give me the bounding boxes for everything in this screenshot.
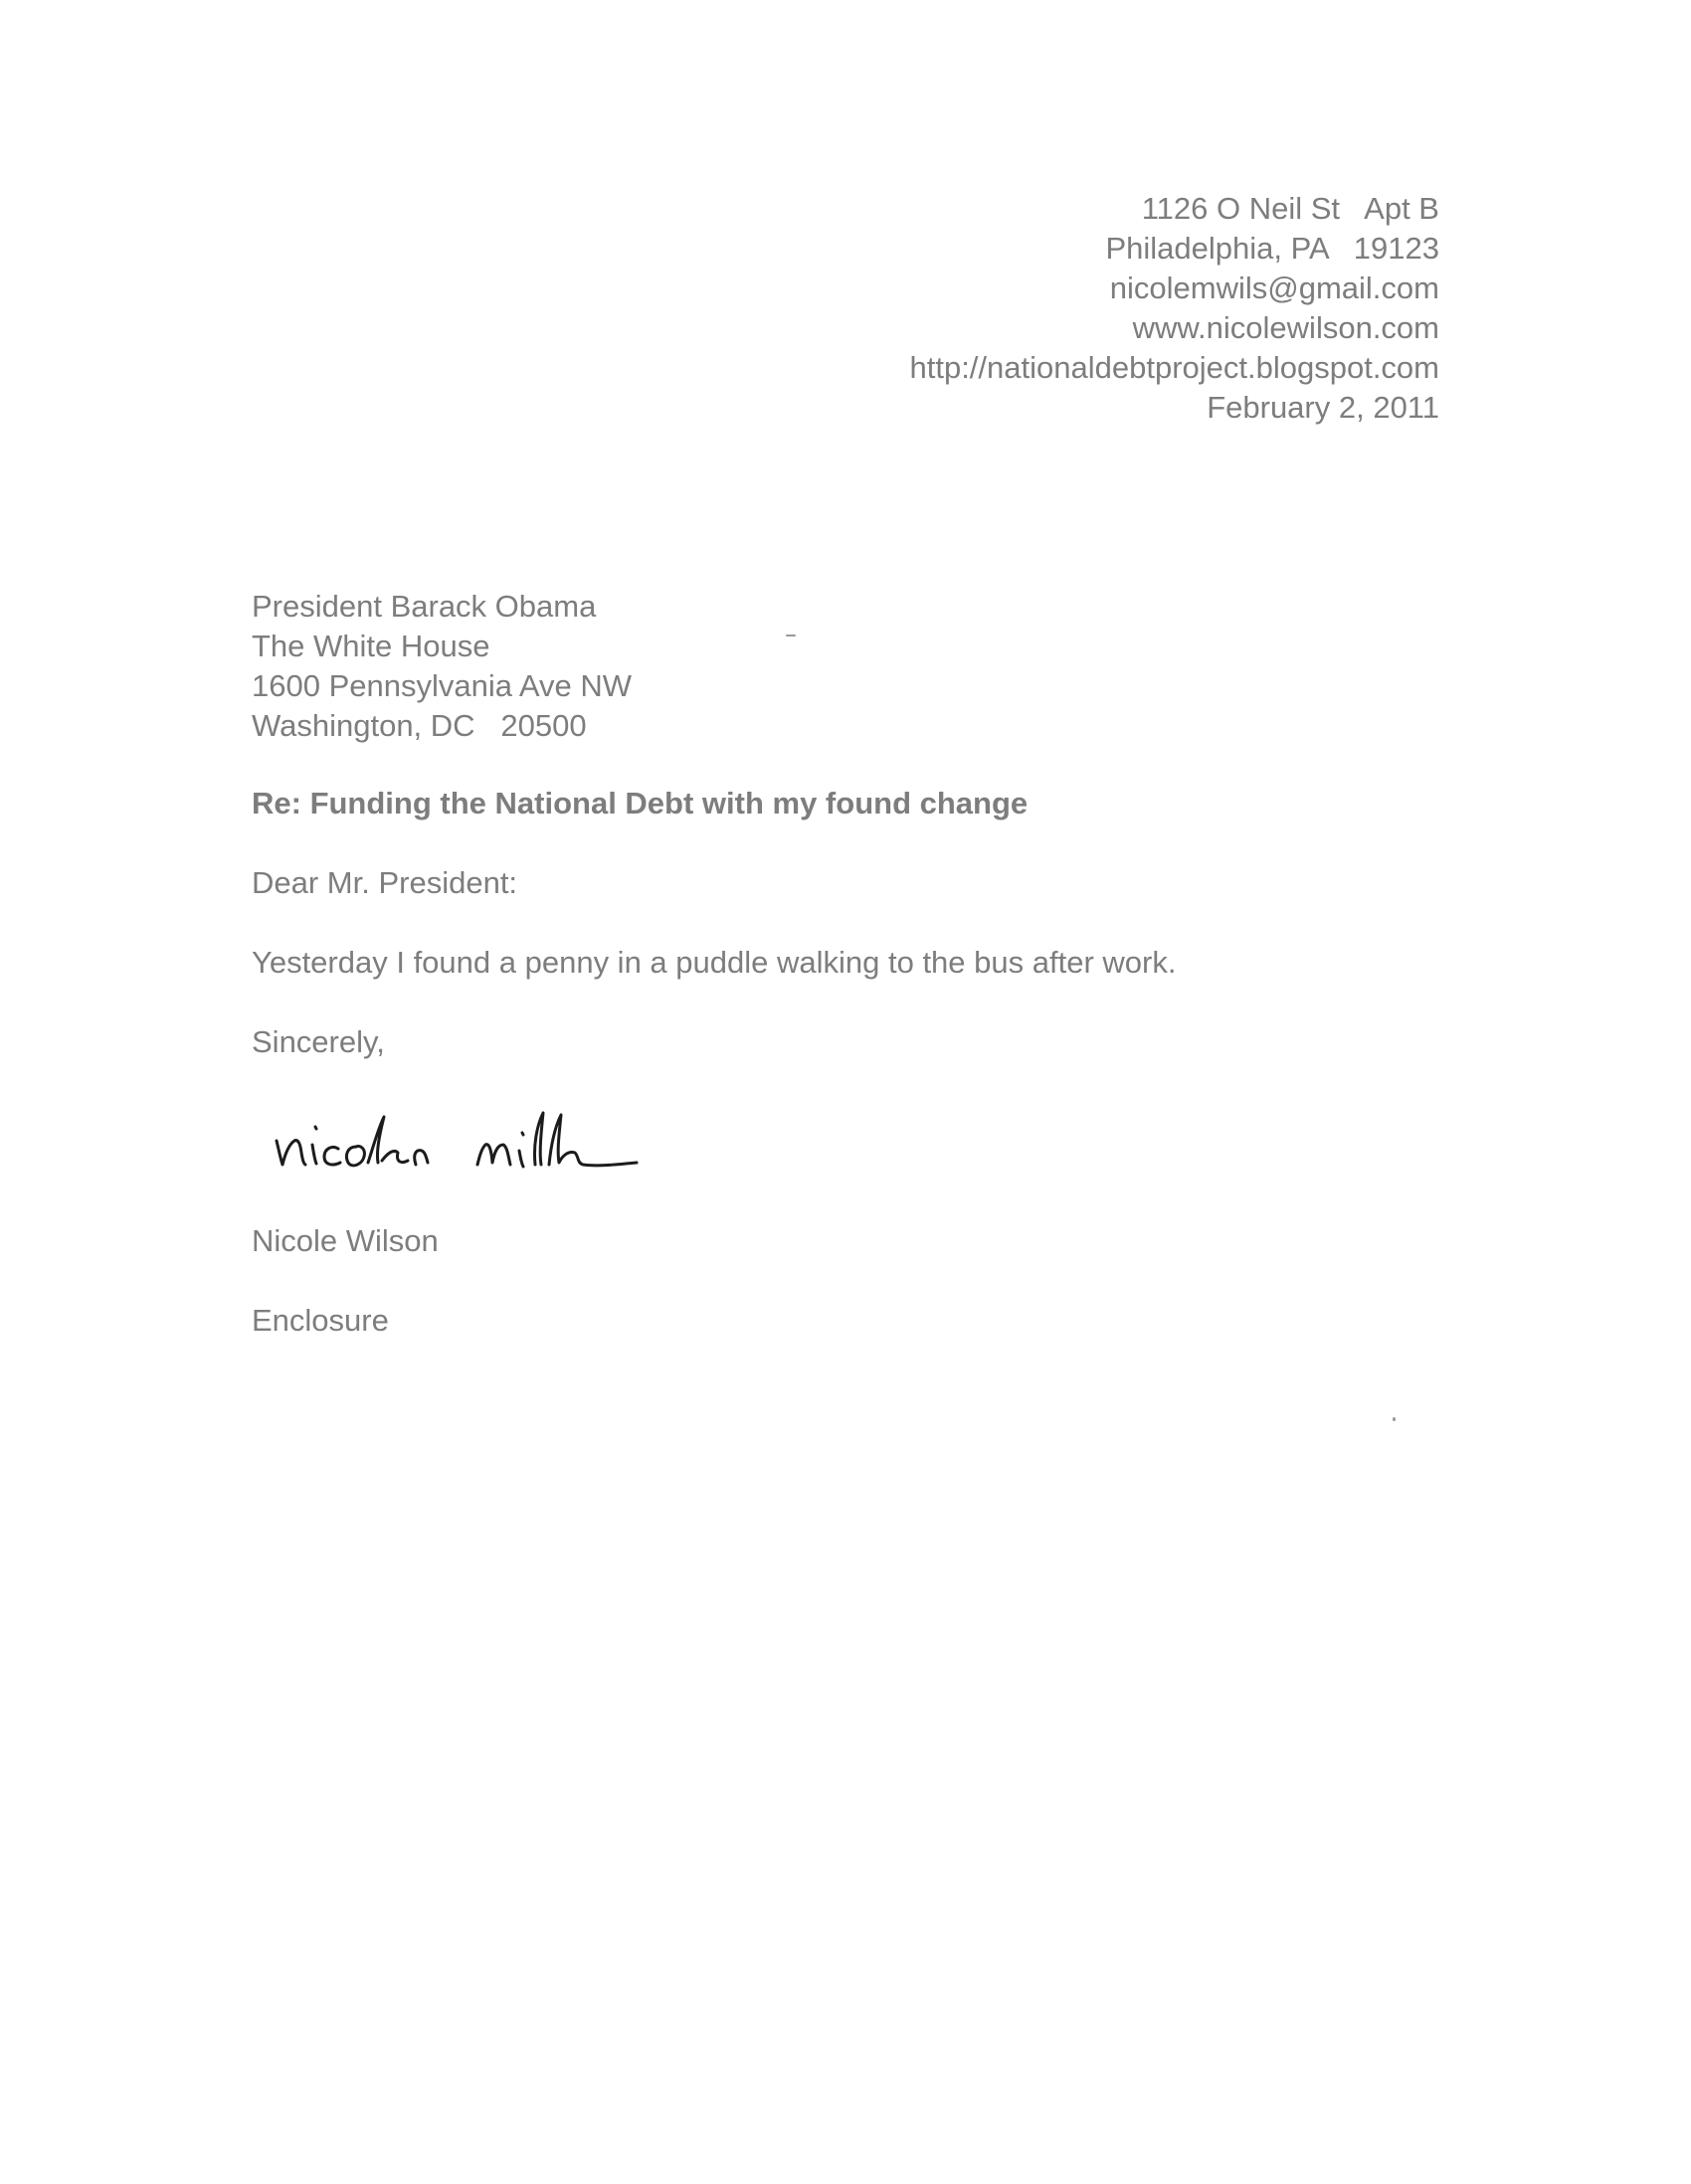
sender-blog-url: http://nationaldebtproject.blogspot.com <box>909 350 1439 385</box>
salutation: Dear Mr. President: <box>252 865 518 900</box>
scan-speck <box>786 635 796 637</box>
closing: Sincerely, <box>252 1024 385 1059</box>
recipient-address-block <box>252 587 632 746</box>
signer-name: Nicole Wilson <box>252 1223 439 1258</box>
recipient-street: 1600 Pennsylvania Ave NW <box>252 668 632 703</box>
letter-date: February 2, 2011 <box>1207 390 1439 425</box>
sender-website: www.nicolewilson.com <box>1132 310 1439 345</box>
letter-body: Yesterday I found a penny in a puddle walking to the bus after work. <box>252 945 1177 980</box>
handwritten-signature <box>269 1079 766 1198</box>
sender-email: nicolemwils@gmail.com <box>1109 271 1439 305</box>
sender-city-state-zip: Philadelphia, PA 19123 <box>1105 231 1439 266</box>
recipient-organization: The White House <box>252 629 490 663</box>
scan-speck <box>1393 1417 1396 1421</box>
recipient-name: President Barack Obama <box>252 589 597 624</box>
sender-address-block <box>909 189 1439 428</box>
sender-street: 1126 O Neil St Apt B <box>1141 191 1439 226</box>
recipient-city-state-zip: Washington, DC 20500 <box>252 708 587 743</box>
subject-line: Re: Funding the National Debt with my found change <box>252 786 1029 820</box>
enclosure-notation: Enclosure <box>252 1303 389 1338</box>
